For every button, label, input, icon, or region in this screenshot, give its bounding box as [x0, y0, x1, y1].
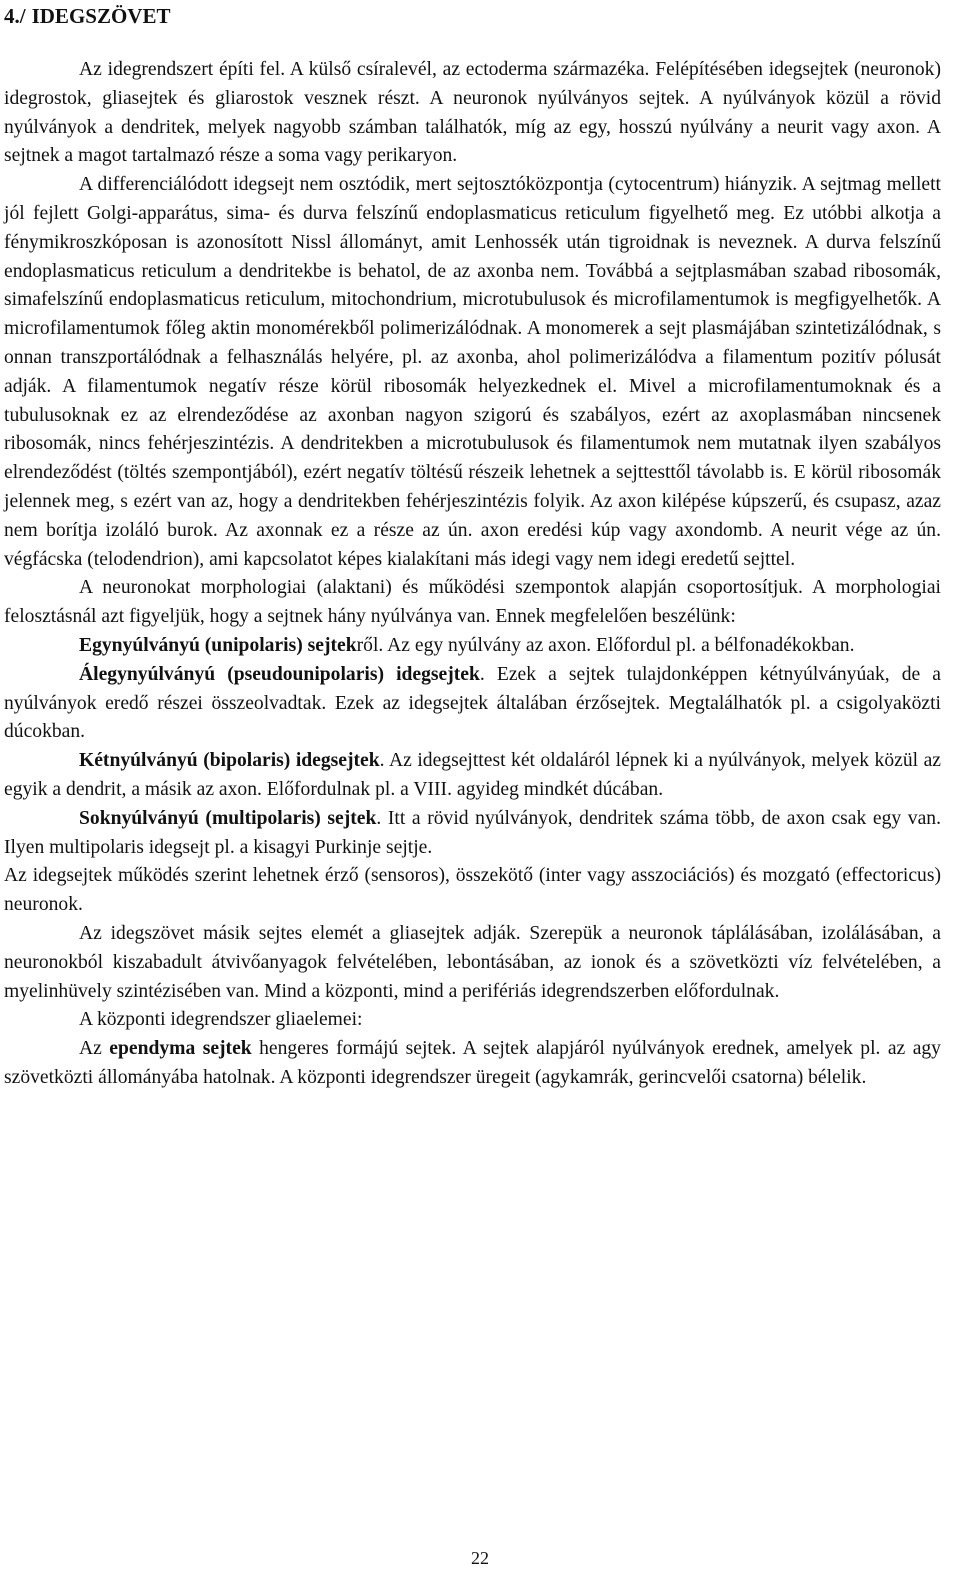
chapter-title: IDEGSZÖVET [31, 4, 171, 28]
paragraph-bipolar-text: . Az idegsejttest két oldaláról lépnek ki a nyúlványok, melyek közül az egyik a dendrit, a másik az axon. Előfordulnak pl. a VIII. agyideg mindkét dúcában. [4, 750, 942, 800]
paragraph-glia: Az idegszövet másik sejtes elemét a gliasejtek adják. Szerepük a neuronok táplálásában, izolálásában, a neuronokból kiszabadult átvivőanyagok felvételében, lebontásában, az ionok és a szövetközti víz felvételében, a myelinhüvely szintézisében van. Mind a központi, mind a perifériás idegrendszerben előfordulnak. [4, 922, 941, 1002]
paragraph-intro: Az idegrendszert építi fel. A külső csíralevél, az ectoderma származéka. Felépítésében idegsejtek (neuronok) idegrostok, gliasejtek és gliarostok vesznek részt. A neuronok nyúlványos sejtek. A nyúlványok közül a rövid nyúlványok a dendritek, melyek nagyobb számban találhatók, míg az egy, hosszú nyúlvány a neurit vagy axon. A sejtnek a magot tartalmazó része a soma vagy perikaryon. [4, 59, 941, 167]
chapter-heading [4, 0, 941, 30]
paragraph-bipolar [4, 747, 941, 805]
paragraph-unipolar [4, 632, 941, 661]
paragraph-ependyma [4, 1035, 941, 1093]
chapter-number: 4./ [4, 4, 26, 28]
paragraph-function: Az idegsejtek működés szerint lehetnek érző (sensoros), összekötő (inter vagy asszociációs) és mozgató (effectoricus) neuronok. [4, 865, 941, 916]
term-multipolar: Soknyúlványú (multipolaris) sejtek [79, 807, 377, 829]
page-number: 22 [471, 1548, 489, 1568]
term-pseudounipolar: Álegynyúlványú (pseudounipolaris) idegsejtek [79, 663, 480, 685]
term-bipolar: Kétnyúlványú (bipolaris) idegsejtek [79, 750, 380, 772]
paragraph-pseudounipolar-text: . Ezek a sejtek tulajdonképpen kétnyúlványúak, de a nyúlványok eredő részei összeolvadtak. Ezek az idegsejtek általában érzősejtek. Megtalálhatók pl. a csigolyaközti dúcokban. [4, 663, 942, 743]
document-body [4, 56, 941, 1093]
paragraph-multipolar [4, 805, 941, 863]
paragraph-cns-glia-heading: A központi idegrendszer gliaelemei: [79, 1009, 363, 1031]
paragraph-neuron-structure: A differenciálódott idegsejt nem osztódik, mert sejtosztóközpontja (cytocentrum) hiányzik. A sejtmag mellett jól fejlett Golgi-apparátus, sima- és durva felszínű endoplasmaticus reticulum figyelhető meg. Ez utóbbi alkotja a fénymikroszkóposan is azonosított Nissl állományt, amit Lenhossék után tigroidnak is neveznek. A durva felszínű endoplasmaticus reticulum a dendritekbe is behatol, de az axonba nem. Továbbá a sejtplasmában szabad ribosomák, simafelszínű endoplasmaticus reticulum, mitochondrium, microtubulusok és microfilamentumok is megfigyelhetők. A microfilamentumok főleg aktin monomérekből polimerizálódnak. A monomerek a sejt plasmájában szintetizálódnak, s onnan transzportálódnak a felhasználás helyére, pl. az axonba, ahol polimerizálódva a filamentum pozitív pólusát adják. A filamentumok negatív része körül ribosomák helyezkednek el. Mivel a microfilamentumoknak és a tubulusoknak ez az elrendeződése az axonban nagyon szigorú és szabályos, ezért az axoplasmában nincsenek ribosomák, nincs fehérjeszintézis. A dendritekben a microtubulusok és filamentumok nem mutatnak ilyen szabályos elrendeződést (töltés szempontjából), ezért negatív töltésű részeik lehetnek a sejttesttől távolabb is. E körül ribosomák jelennek meg, s ezért van az, hogy a dendritekben fehérjeszintézis folyik. Az axon kilépése kúpszerű, és csupasz, azaz nem borítja izoláló burok. Az axonnak ez a része az ún. axon eredési kúp vagy axondomb. A neurit vége az ún. végfácska (telodendrion), ami kapcsolatot képes kialakítani más idegi vagy nem idegi eredetű sejttel. [4, 174, 941, 570]
paragraph-unipolar-text: ről. Az egy nyúlvány az axon. Előfordul pl. a bélfonadékokban. [356, 634, 855, 656]
term-unipolar: Egynyúlványú (unipolaris) sejtek [79, 634, 357, 656]
paragraph-ependyma-pre: Az [79, 1038, 110, 1060]
paragraph-multipolar-text: . Itt a rövid nyúlványok, dendritek száma több, de axon csak egy van. Ilyen multipolaris idegsejt pl. a kisagyi Purkinje sejtje. [4, 807, 941, 858]
term-ependyma: ependyma sejtek [109, 1038, 252, 1060]
paragraph-ependyma-text: hengeres formájú sejtek. A sejtek alapjáról nyúlványok erednek, amelyek pl. az agy szövetközti állományába hatolnak. A központi idegrendszer üregeit (agykamrák, gerincvelői csatorna) bélelik. [4, 1038, 941, 1088]
paragraph-classification: A neuronokat morphologiai (alaktani) és működési szempontok alapján csoportosítjuk. A morphologiai felosztásnál azt figyeljük, hogy a sejtnek hány nyúlványa van. Ennek megfelelően beszélünk: [4, 577, 941, 628]
paragraph-pseudounipolar [4, 661, 941, 747]
